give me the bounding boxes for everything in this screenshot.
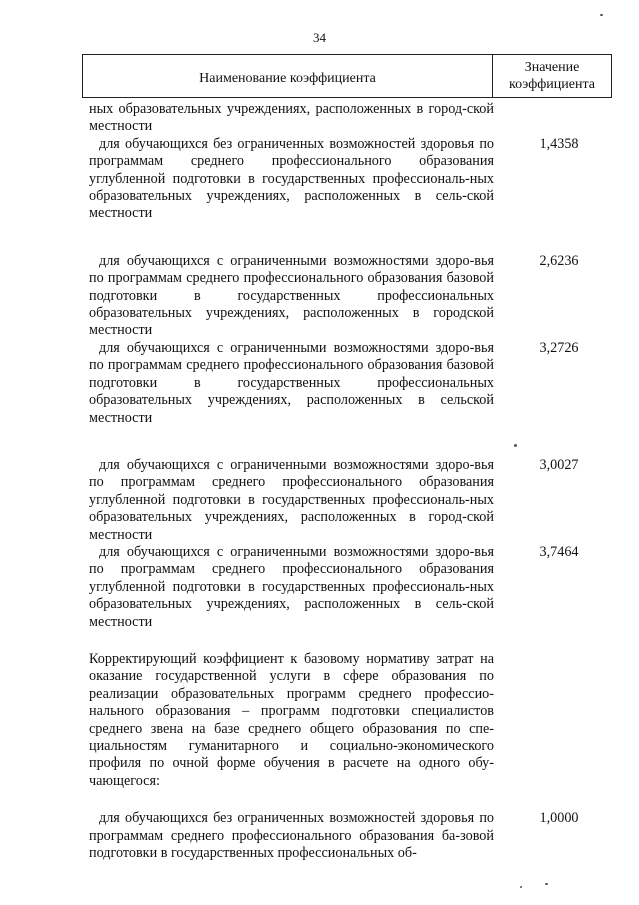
header-value-line2: коэффициента xyxy=(509,77,595,92)
scan-speck xyxy=(600,14,603,16)
table-row xyxy=(89,544,612,631)
table-row xyxy=(89,101,612,136)
table-row xyxy=(89,136,612,223)
table-header xyxy=(82,54,612,98)
row-value: 1,4358 xyxy=(539,135,579,152)
scan-speck xyxy=(545,883,548,885)
corrective-coefficient-paragraph: Корректирующий коэффициент к базовому нормативу затрат на оказание государственной услуги в сфере образования по реализации образовательных программ среднего профессио-нального образования – программ подготовки специалистов среднего звена на базе среднего общего образования по спе-циальностям гуманитарного и социально-экономического профиля по очной форме обучения в расчете на одного обу-чающегося: xyxy=(89,650,494,789)
row-text: для обучающихся без ограниченных возможностей здоровья по программам среднего профессионального образования углубленной подготовки в государственных профессиональ-ных образовательных учреждениях, расположенных в сель-ской местности xyxy=(89,135,494,222)
row-value: 2,6236 xyxy=(539,252,579,269)
row-value: 3,2726 xyxy=(539,339,579,356)
row-value: 1,0000 xyxy=(539,810,579,827)
row-text: для обучающихся с ограниченными возможностями здоро-вья по программам среднего профессионального образования углубленной подготовки в государственных профессиональ-ных образовательных учреждениях, расположенных в сель-ской местности xyxy=(89,543,494,630)
table-row xyxy=(89,457,612,544)
row-text: для обучающихся с ограниченными возможностями здоро-вья по программам среднего профессионального образования базовой подготовки в государственных профессиональных образовательных учреждениях, расположенных в сельской местности xyxy=(89,339,494,426)
table-row xyxy=(89,340,612,427)
row-text: ных образовательных учреждениях, расположенных в город-ской местности xyxy=(89,101,494,135)
row-value: 3,0027 xyxy=(539,456,579,473)
header-value-line1: Значение xyxy=(524,60,580,75)
header-value-column xyxy=(493,55,611,97)
table-row xyxy=(89,253,612,340)
row-value: 3,7464 xyxy=(539,543,579,560)
document-body xyxy=(89,101,612,862)
scan-speck xyxy=(520,886,522,888)
header-name-column: Наименование коэффициента xyxy=(83,55,493,97)
table-row xyxy=(89,810,612,862)
scan-speck xyxy=(514,444,517,447)
row-value xyxy=(494,101,612,136)
row-text: для обучающихся с ограниченными возможностями здоро-вья по программам среднего профессионального образования углубленной подготовки в государственных профессиональ-ных образовательных учреждениях, расположенных в город-ской местности xyxy=(89,456,494,543)
page-number: 34 xyxy=(313,30,326,45)
row-text: для обучающихся без ограниченных возможностей здоровья по программам среднего профессионального образования ба-зовой подготовки в государственных профессиональных об- xyxy=(89,810,494,862)
row-text: для обучающихся с ограниченными возможностями здоро-вья по программам среднего профессионального образования базовой подготовки в государственных профессиональных образовательных учреждениях, расположенных в городской местности xyxy=(89,252,494,339)
